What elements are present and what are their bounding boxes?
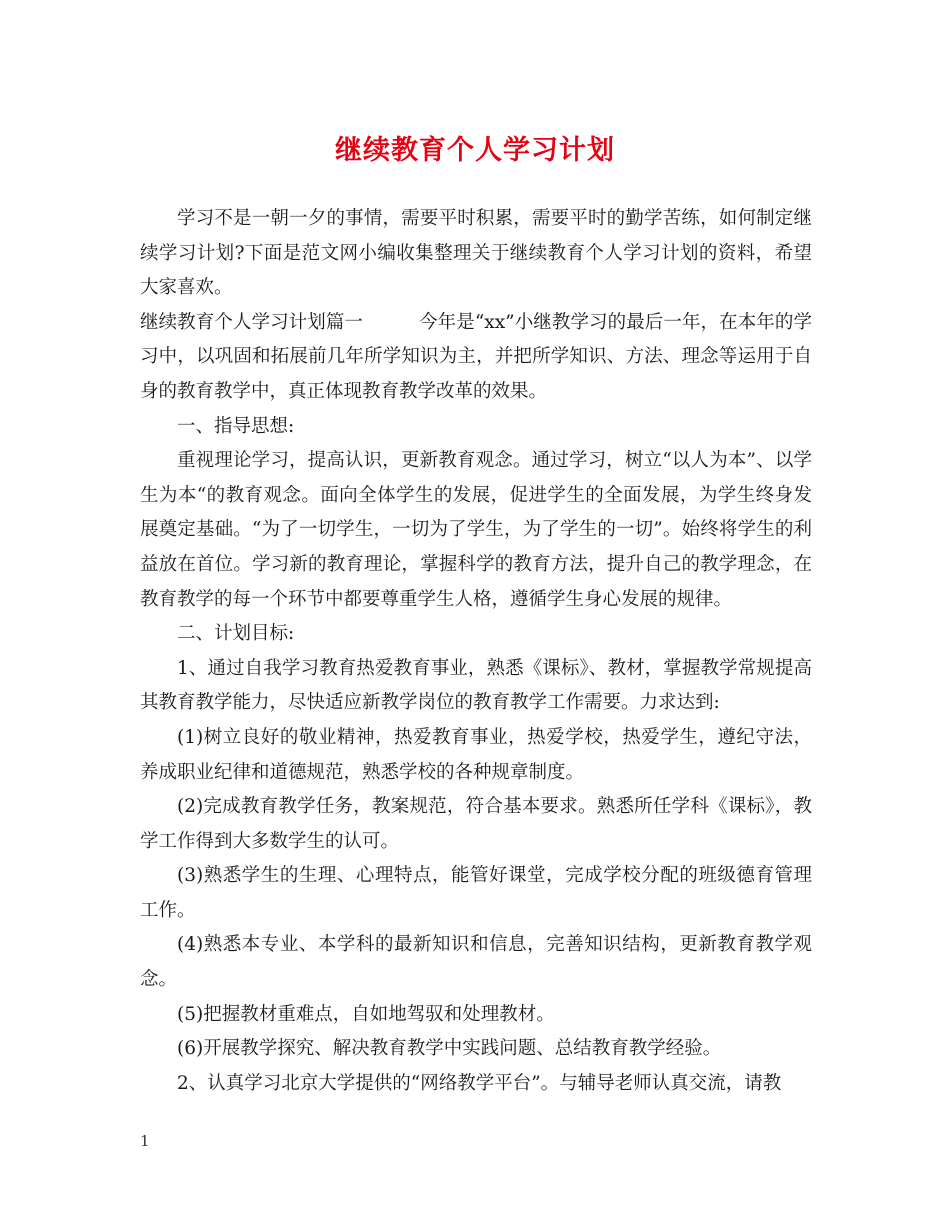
guiding-thought-paragraph: 重视理论学习，提高认识，更新教育观念。通过学习，树立“以人为本”、以学生为本“的教育观念。面向全体学生的发展，促进学生的全面发展，为学生终身发展奠定基础。“为了一切学生，一切为了学生，为了学生的一切”。始终将学生的利益放在首位。学习新的教育理论，掌握科学的教育方法，提升自己的教学理念，在教育教学的每一个环节中都要尊重学生人格，遵循学生身心发展的规律。 xyxy=(140,450,812,610)
article-label: 继续教育个人学习计划篇一 xyxy=(140,311,364,333)
document-title: 继续教育个人学习计划 xyxy=(335,135,615,166)
goal-item-6: (6)开展教学探究、解决教育教学中实践问题、总结教育教学经验。 xyxy=(177,1038,722,1060)
goal-item-5: (5)把握教材重难点，自如地驾驭和处理教材。 xyxy=(177,1003,555,1025)
goal-item-4: (4)熟悉本专业、本学科的最新知识和信息，完善知识结构，更新教育教学观念。 xyxy=(140,934,812,991)
goal-item-1: (1)树立良好的敬业精神，热爱教育事业，热爱学校，热爱学生，遵纪守法，养成职业纪律和道德规范，熟悉学校的各种规章制度。 xyxy=(140,726,812,783)
article-intro-paragraph xyxy=(140,306,812,410)
section-heading-guiding-thought: 一、指导思想: xyxy=(177,415,295,437)
page-number: 1 xyxy=(140,1132,150,1150)
goal-item-3: (3)熟悉学生的生理、心理特点，能管好课堂，完成学校分配的班级德育管理工作。 xyxy=(140,865,812,921)
document-body xyxy=(140,202,812,1101)
goal-1-paragraph: 1、通过自我学习教育热爱教育事业，熟悉《课标》、教材，掌握教学常规提高其教育教学能力，尽快适应新教学岗位的教育教学工作需要。力求达到: xyxy=(140,657,812,714)
goal-item-2: (2)完成教育教学任务，教案规范，符合基本要求。熟悉所任学科《课标》，教学工作得到大多数学生的认可。 xyxy=(140,796,812,852)
section-heading-plan-goals: 二、计划目标: xyxy=(177,623,295,645)
article-intro-text: 今年是“xx”小继教学习的最后一年，在本年的学习中，以巩固和拓展前几年所学知识为主，并把所学知识、方法、理念等运用于自身的教育教学中，真正体现教育教学改革的效果。 xyxy=(140,311,812,402)
goal-2-paragraph: 2、认真学习北京大学提供的“网络教学平台”。与辅导老师认真交流，请教 xyxy=(177,1072,782,1094)
intro-paragraph: 学习不是一朝一夕的事情，需要平时积累，需要平时的勤学苦练，如何制定继续学习计划?下面是范文网小编收集整理关于继续教育个人学习计划的资料，希望大家喜欢。 xyxy=(140,208,812,299)
